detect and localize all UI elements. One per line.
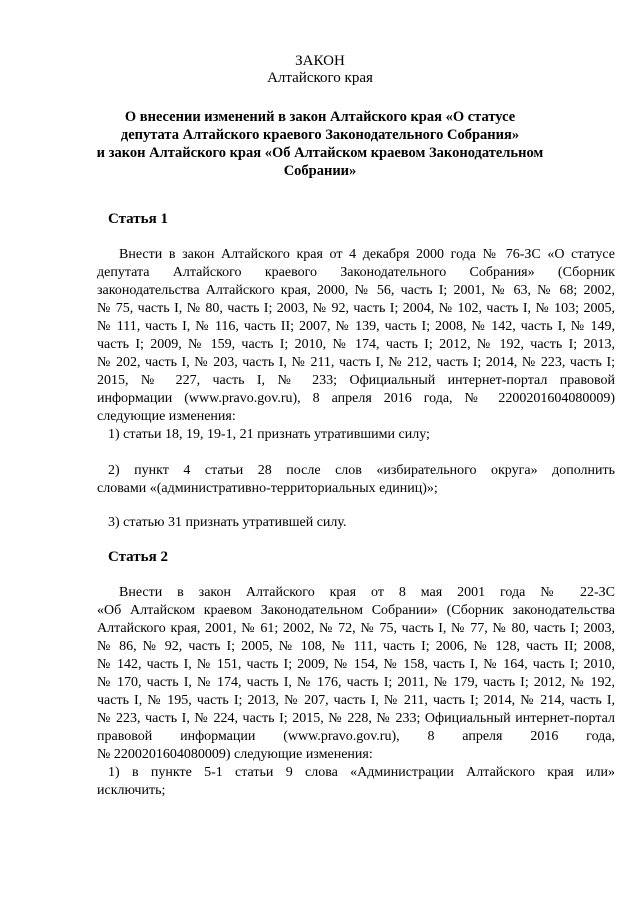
- paragraph-line: часть I; 2009, № 159, часть I; 2010, № 174, часть I; 2012, № 192, часть I; 2013,: [97, 337, 615, 352]
- paragraph-line: Внести в закон Алтайского края от 4 декабря 2000 года № 76-ЗС «О статусе: [119, 247, 615, 262]
- article-2-heading: Статья 2: [108, 549, 168, 565]
- article-1-heading: Статья 1: [108, 211, 168, 227]
- paragraph-line: Алтайского края, 2001, № 61; 2002, № 72, № 75, часть I, № 77, № 80, часть I; 2003,: [97, 621, 615, 636]
- paragraph-line: следующие изменения:: [97, 409, 236, 424]
- law-heading-line: Собрании»: [283, 163, 357, 179]
- paragraph-line: законодательства Алтайского края, 2000, № 56, часть I; 2001, № 63, № 68; 2002,: [97, 283, 615, 298]
- law-title: ЗАКОН: [295, 53, 345, 69]
- paragraph-line: № 223, часть I, № 224, часть I; 2015, № 228, № 233; Официальный интернет-портал: [97, 711, 615, 726]
- paragraph-line: «Об Алтайском краевом Законодательном Собрании» (Сборник законодательства: [97, 603, 615, 618]
- paragraph-line: № 142, часть I, № 151, часть I; 2009, № 154, № 158, часть I, № 164, часть I; 2010,: [97, 657, 615, 672]
- item-line: словами «(административно-территориальных единиц)»;: [97, 481, 438, 496]
- paragraph-line: № 202, часть I, № 203, часть I, № 211, часть I, № 212, часть I; 2014, № 223, часть I;: [97, 355, 615, 370]
- paragraph-line: правовой информации (www.pravo.gov.ru), 8 апреля 2016 года,: [97, 729, 615, 744]
- paragraph-line: 2015, № 227, часть I, № 233; Официальный интернет-портал правовой: [97, 373, 615, 388]
- law-heading-line: и закон Алтайского края «Об Алтайском краевом Законодательном: [96, 145, 544, 161]
- paragraph-line: № 2200201604080009) следующие изменения:: [97, 747, 373, 762]
- item-line: 2) пункт 4 статьи 28 после слов «избирательного округа» дополнить: [108, 463, 615, 478]
- paragraph-line: информации (www.pravo.gov.ru), 8 апреля 2016 года, № 2200201604080009): [97, 391, 615, 406]
- paragraph-line: депутата Алтайского краевого Законодательного Собрания» (Сборник: [97, 265, 615, 280]
- item-line: 1) в пункте 5-1 статьи 9 слова «Администрации Алтайского края или»: [108, 765, 615, 780]
- article-1-item-3: 3) статью 31 признать утратившей силу.: [108, 515, 347, 530]
- paragraph-line: № 111, часть I, № 116, часть II; 2007, № 139, часть I; 2008, № 142, часть I, № 149,: [97, 319, 615, 334]
- paragraph-line: № 75, часть I, № 80, часть I; 2003, № 92, часть I; 2004, № 102, часть I, № 103; 2005,: [97, 301, 615, 316]
- paragraph-line: № 170, часть I, № 174, часть I, № 176, часть I; 2011, № 179, часть I; 2012, № 192,: [97, 675, 615, 690]
- paragraph-line: часть I, № 195, часть I; 2013, № 207, часть I, № 211, часть I; 2014, № 214, часть I,: [97, 693, 615, 708]
- paragraph-line: № 86, № 92, часть I; 2005, № 108, № 111, часть I; 2006, № 128, часть II; 2008,: [97, 639, 615, 654]
- law-heading-line: депутата Алтайского краевого Законодательного Собрания»: [120, 127, 520, 143]
- law-heading-line: О внесении изменений в закон Алтайского края «О статусе: [124, 109, 516, 125]
- item-line: исключить;: [97, 783, 166, 798]
- law-subtitle: Алтайского края: [267, 70, 373, 86]
- paragraph-line: Внести в закон Алтайского края от 8 мая 2001 года № 22-ЗС: [119, 585, 615, 600]
- article-1-item-1: 1) статьи 18, 19, 19-1, 21 признать утратившими силу;: [108, 427, 430, 442]
